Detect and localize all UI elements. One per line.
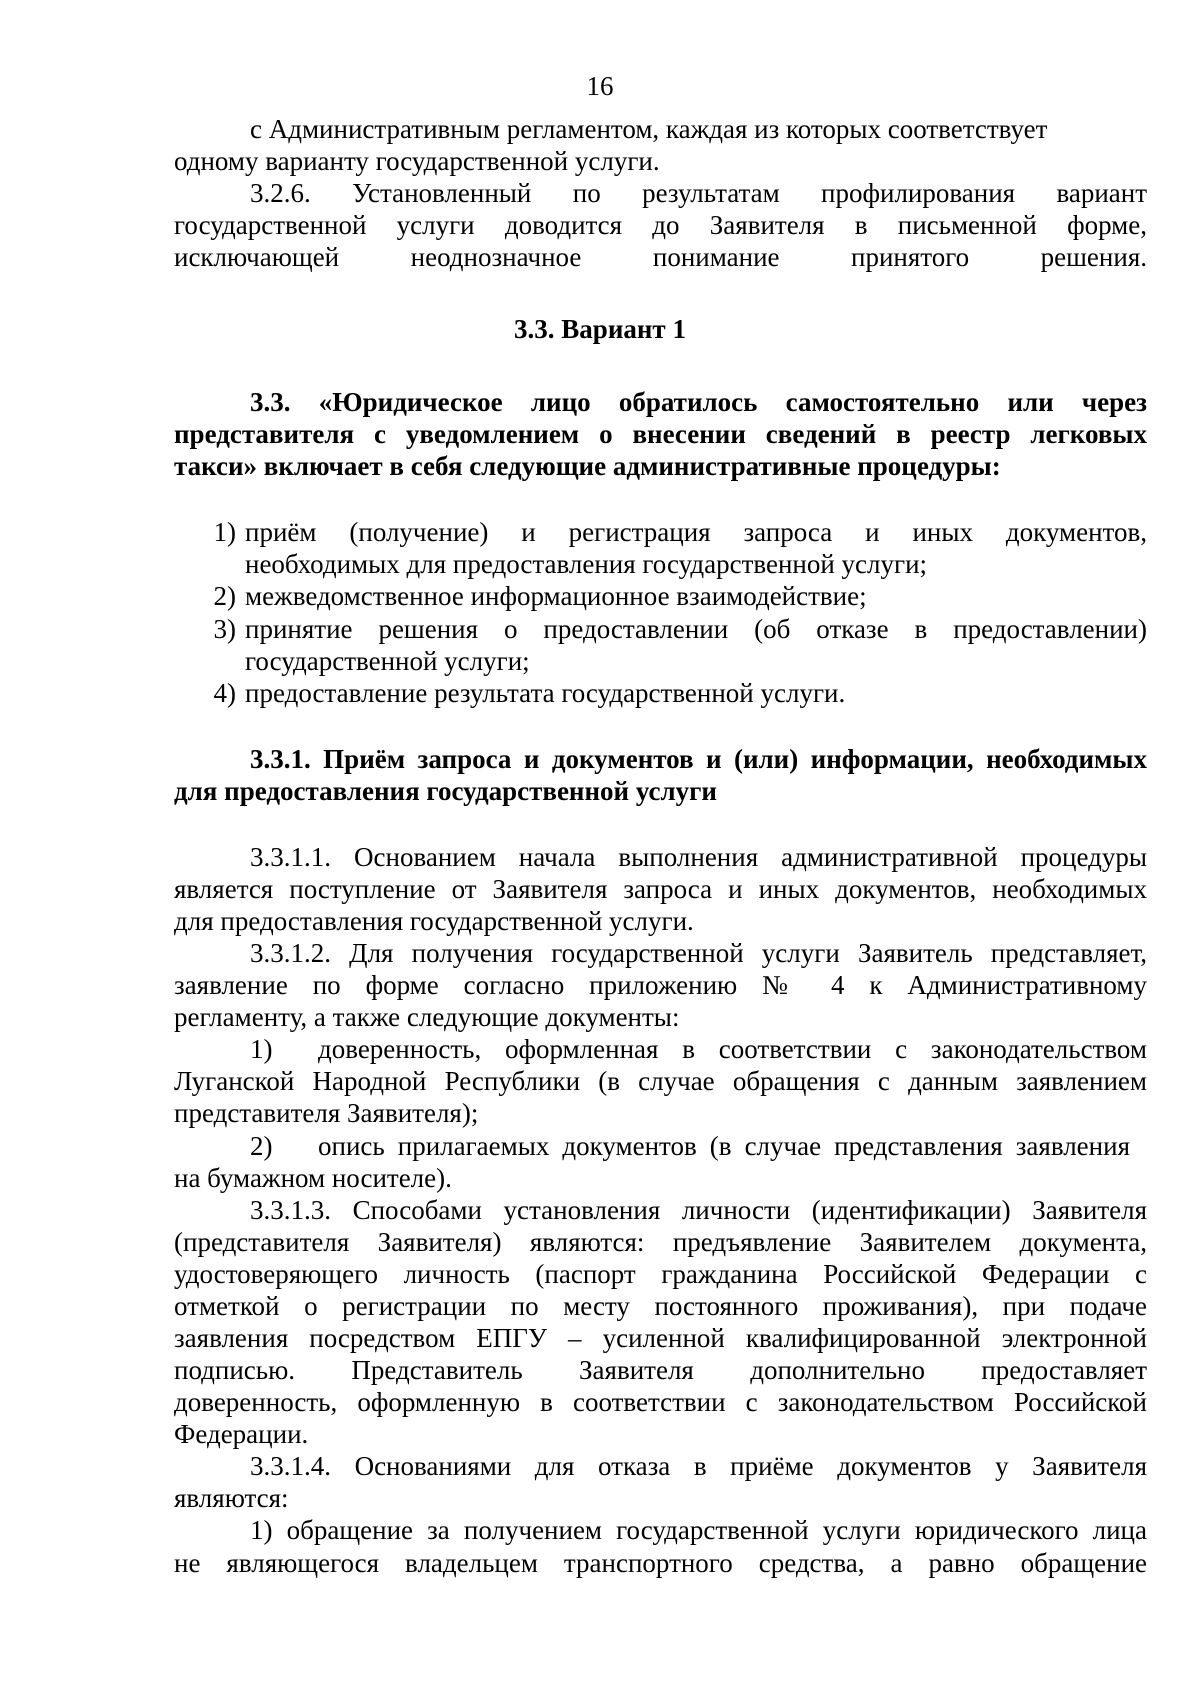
paragraph-line: удостоверяющего личность (паспорт гражданина Российской Федерации с	[174, 1259, 1147, 1289]
paragraph-line: 3.3.1.2. Для получения государственной услуги Заявитель представляет,	[250, 938, 1147, 968]
paragraph-line: доверенность, оформленную в соответствии с законодательством Российской	[174, 1387, 1147, 1417]
paragraph-line: (представителя Заявителя) являются: предъявление Заявителем документа,	[174, 1227, 1147, 1257]
paragraph-line: представителя Заявителя);	[174, 1098, 479, 1128]
paragraph-line: не являющегося владельцем транспортного средства, а равно обращение	[174, 1548, 1147, 1578]
list-item-continued: государственной услуги;	[245, 646, 530, 676]
sub-list-number: 2)	[250, 1131, 273, 1161]
paragraph-line: одному варианту государственной услуги.	[174, 146, 660, 176]
list-item: принятие решения о предоставлении (об отказе в предоставлении)	[245, 614, 1147, 644]
paragraph-line: Федерации.	[174, 1419, 309, 1449]
paragraph-line: государственной услуги доводится до Заявителя в письменной форме,	[174, 210, 1147, 240]
sub-list-number: 1)	[250, 1034, 273, 1064]
paragraph-line: для предоставления государственной услуги.	[174, 906, 694, 936]
list-item: предоставление результата государственной услуги.	[245, 678, 846, 708]
paragraph-line: 1) обращение за получением государственной услуги юридического лица	[250, 1515, 1147, 1545]
paragraph-line: Луганской Народной Республики (в случае обращения с данным заявлением	[174, 1066, 1147, 1096]
paragraph-line: подписью. Представитель Заявителя дополнительно предоставляет	[174, 1355, 1147, 1385]
paragraph-line: 3.2.6. Установленный по результатам профилирования вариант	[250, 178, 1147, 208]
page-number: 16	[586, 71, 614, 101]
list-number: 3)	[213, 614, 236, 644]
paragraph-line: исключающей неоднозначное понимание принятого решения.	[174, 242, 1147, 272]
paragraph-line: отметкой о регистрации по месту постоянного проживания), при подаче	[174, 1291, 1147, 1321]
subsection-heading: 3.3.1. Приём запроса и документов и (или) информации, необходимых	[250, 744, 1147, 774]
list-item-continued: необходимых для предоставления государственной услуги;	[245, 549, 928, 579]
paragraph-line: является поступление от Заявителя запроса и иных документов, необходимых	[174, 874, 1147, 904]
list-number: 2)	[213, 581, 236, 611]
list-number: 1)	[213, 517, 236, 547]
paragraph-line: на бумажном носителе).	[174, 1163, 452, 1193]
paragraph-line: регламенту, а также следующие документы:	[174, 1002, 680, 1032]
bold-paragraph-line: такси» включает в себя следующие административные процедуры:	[174, 451, 1001, 481]
paragraph-line: с Административным регламентом, каждая из которых соответствует	[250, 114, 1048, 144]
paragraph-line: доверенность, оформленная в соответствии с законодательством	[318, 1034, 1147, 1064]
paragraph-line: опись прилагаемых документов (в случае представления заявления	[318, 1131, 1130, 1161]
list-item: приём (получение) и регистрация запроса и иных документов,	[245, 517, 1147, 547]
paragraph-line: являются:	[174, 1483, 289, 1513]
list-number: 4)	[213, 678, 236, 708]
bold-paragraph-line: представителя с уведомлением о внесении сведений в реестр легковых	[174, 419, 1147, 449]
paragraph-line: заявление по форме согласно приложению № 4 к Административному	[174, 970, 1147, 1000]
paragraph-line: заявления посредством ЕПГУ – усиленной квалифицированной электронной	[174, 1323, 1147, 1353]
subsection-heading: для предоставления государственной услуги	[174, 776, 717, 806]
list-item: межведомственное информационное взаимодействие;	[245, 581, 867, 611]
section-heading: 3.3. Вариант 1	[514, 314, 686, 344]
paragraph-line: 3.3.1.4. Основаниями для отказа в приёме документов у Заявителя	[250, 1451, 1147, 1481]
bold-paragraph-line: 3.3. «Юридическое лицо обратилось самостоятельно или через	[250, 387, 1147, 417]
paragraph-line: 3.3.1.3. Способами установления личности (идентификации) Заявителя	[250, 1195, 1147, 1225]
paragraph-line: 3.3.1.1. Основанием начала выполнения административной процедуры	[250, 842, 1147, 872]
